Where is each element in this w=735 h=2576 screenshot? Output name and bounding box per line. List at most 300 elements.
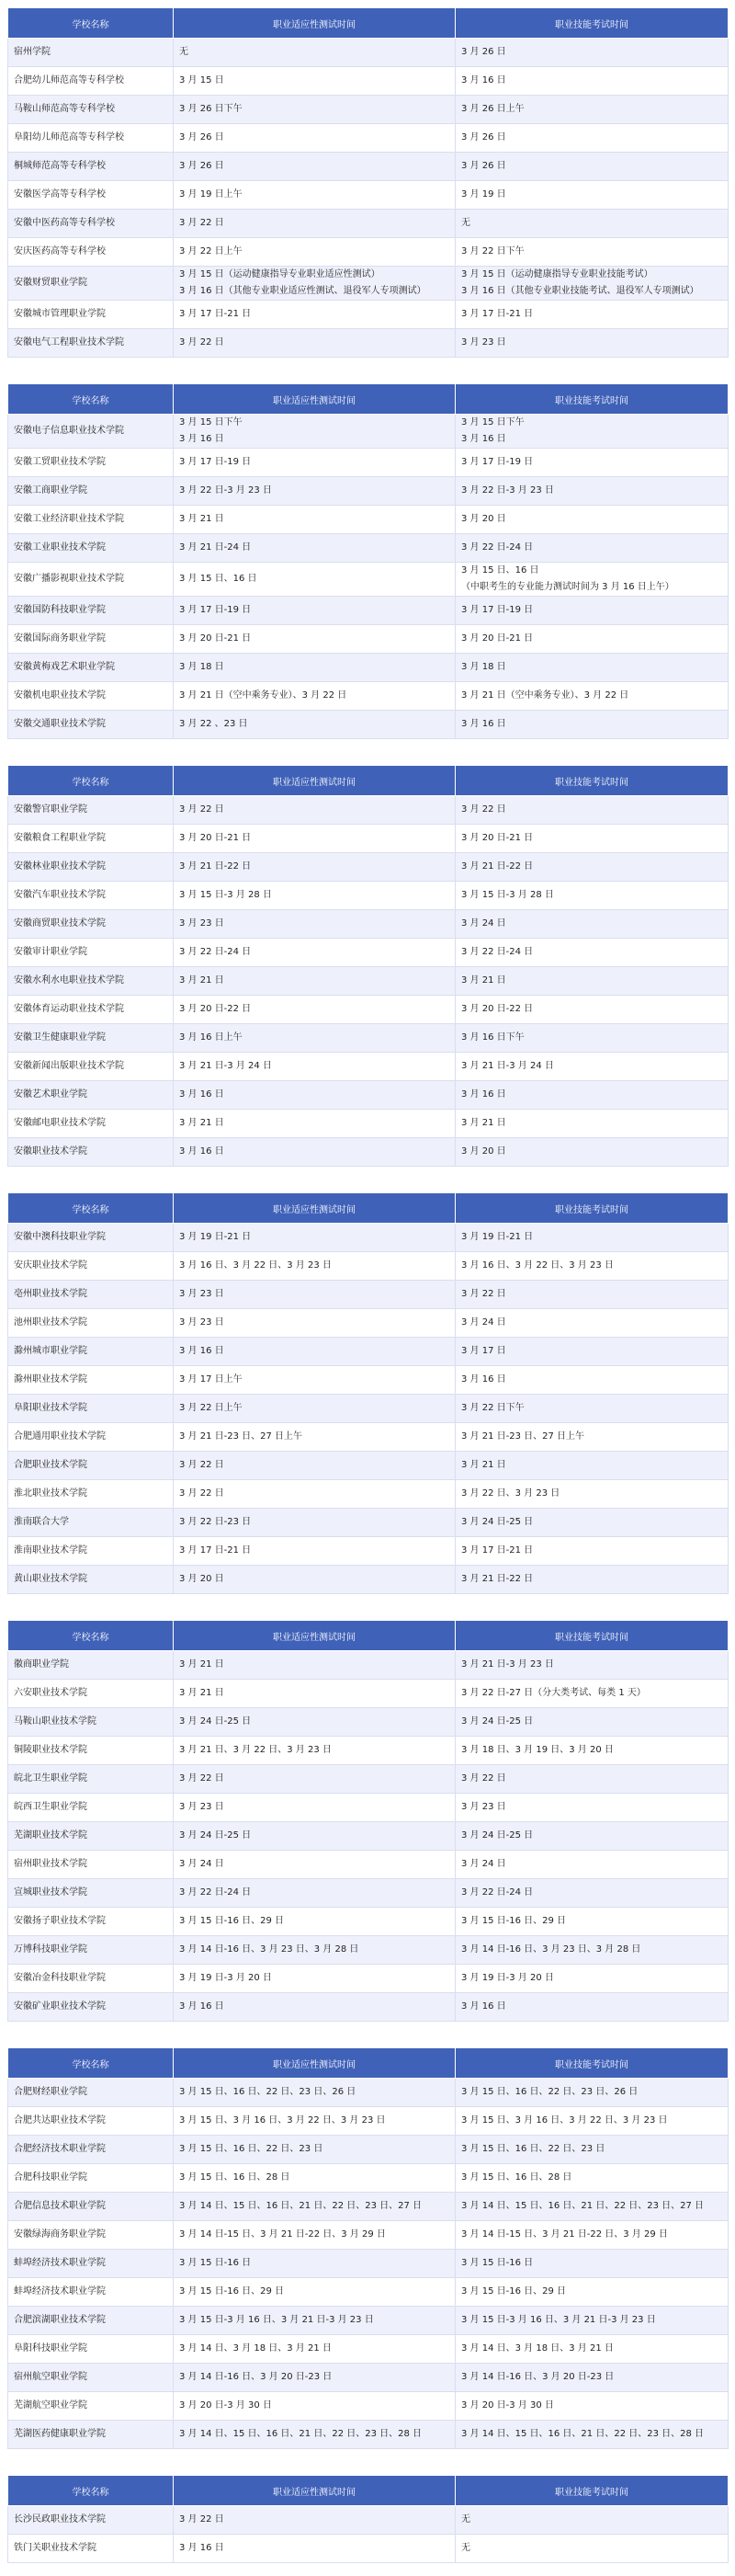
table-row [8, 2221, 729, 2250]
school-name-cell: 安徽电气工程职业技术学院 [8, 329, 174, 358]
school-name-cell: 滁州城市职业学院 [8, 1338, 174, 1366]
aptitude-test-time-cell: 3 月 17 日-19 日 [174, 449, 456, 477]
school-name-cell: 万博科技职业学院 [8, 1936, 174, 1965]
school-name-cell: 安徽工贸职业技术学院 [8, 449, 174, 477]
skills-exam-time-cell: 3 月 21 日-23 日、27 日上午 [456, 1423, 729, 1452]
skills-exam-time-cell: 3 月 15 日-3 月 16 日、3 月 21 日-3 月 23 日 [456, 2307, 729, 2335]
table-row [8, 449, 729, 477]
table-row [8, 39, 729, 67]
aptitude-test-time-cell: 3 月 15 日-3 月 28 日 [174, 882, 456, 910]
table-row [8, 1366, 729, 1395]
school-name-cell: 合肥财经职业学院 [8, 2079, 174, 2107]
table-row [8, 1680, 729, 1708]
skills-exam-time-cell: 3 月 22 日下午 [456, 238, 729, 267]
header-aptitude-test-time: 职业适应性测试时间 [174, 1193, 456, 1224]
skills-exam-time-cell: 3 月 18 日 [456, 654, 729, 682]
skills-exam-time-cell: 3 月 19 日-21 日 [456, 1224, 729, 1252]
school-name-cell: 安徽新闻出版职业技术学院 [8, 1053, 174, 1081]
skills-exam-time-cell: 3 月 17 日-21 日 [456, 301, 729, 329]
table-row [8, 1081, 729, 1110]
aptitude-test-time-cell: 3 月 15 日、16 日、28 日 [174, 2164, 456, 2193]
aptitude-test-time-cell: 3 月 15 日-16 日、29 日 [174, 1908, 456, 1936]
skills-exam-time-cell: 3 月 21 日（空中乘务专业）、3 月 22 日 [456, 682, 729, 711]
table-row [8, 67, 729, 96]
skills-exam-time-cell: 3 月 16 日 [456, 67, 729, 96]
school-name-cell: 亳州职业技术学院 [8, 1281, 174, 1309]
skills-exam-time-cell: 3 月 22 日-24 日 [456, 534, 729, 563]
header-skills-exam-time: 职业技能考试时间 [456, 766, 729, 796]
skills-exam-time-cell: 3 月 26 日 [456, 124, 729, 153]
school-name-cell: 马鞍山职业技术学院 [8, 1708, 174, 1737]
aptitude-test-time-cell: 3 月 22 、23 日 [174, 711, 456, 739]
skills-exam-time-cell: 3 月 15 日、16 日、28 日 [456, 2164, 729, 2193]
school-name-cell: 安徽粮食工程职业学院 [8, 825, 174, 853]
table-header-row [8, 2048, 729, 2079]
schedule-table [7, 2047, 729, 2449]
skills-exam-time-cell: 3 月 21 日-3 月 24 日 [456, 1053, 729, 1081]
school-name-cell: 安徽财贸职业学院 [8, 267, 174, 301]
table-row [8, 181, 729, 210]
skills-exam-time-cell: 3 月 22 日-3 月 23 日 [456, 477, 729, 506]
skills-exam-time-cell: 3 月 22 日 [456, 796, 729, 825]
table-row [8, 2164, 729, 2193]
aptitude-test-time-cell: 3 月 26 日下午 [174, 96, 456, 124]
aptitude-test-time-cell: 3 月 21 日-23 日、27 日上午 [174, 1423, 456, 1452]
skills-exam-time-cell: 3 月 24 日-25 日 [456, 1822, 729, 1851]
skills-exam-time-cell: 3 月 26 日 [456, 153, 729, 181]
skills-exam-time-cell: 3 月 14 日-15 日、3 月 21 日-22 日、3 月 29 日 [456, 2221, 729, 2250]
aptitude-test-time-cell: 3 月 20 日 [174, 1566, 456, 1594]
school-name-cell: 合肥科技职业学院 [8, 2164, 174, 2193]
table-row [8, 1423, 729, 1452]
skills-exam-time-cell: 3 月 14 日、15 日、16 日、21 日、22 日、23 日、28 日 [456, 2421, 729, 2449]
aptitude-test-time-cell: 3 月 20 日-21 日 [174, 825, 456, 853]
time-line: 3 月 16 日 [179, 434, 224, 444]
aptitude-test-time-cell: 3 月 21 日、3 月 22 日、3 月 23 日 [174, 1737, 456, 1765]
skills-exam-time-cell: 3 月 18 日、3 月 19 日、3 月 20 日 [456, 1737, 729, 1765]
table-row [8, 1794, 729, 1822]
table-row [8, 2250, 729, 2278]
school-name-cell: 合肥幼儿师范高等专科学校 [8, 67, 174, 96]
school-name-cell: 安徽职业技术学院 [8, 1138, 174, 1167]
aptitude-test-time-cell [174, 267, 456, 301]
school-name-cell: 合肥经济技术职业学院 [8, 2136, 174, 2164]
school-name-cell: 安徽黄梅戏艺术职业学院 [8, 654, 174, 682]
header-school-name: 学校名称 [8, 8, 174, 39]
table-row [8, 477, 729, 506]
aptitude-test-time-cell: 3 月 21 日-22 日 [174, 853, 456, 882]
school-name-cell: 安徽艺术职业学院 [8, 1081, 174, 1110]
aptitude-test-time-cell: 3 月 23 日 [174, 910, 456, 939]
school-name-cell: 合肥共达职业技术学院 [8, 2107, 174, 2136]
school-name-cell: 马鞍山师范高等专科学校 [8, 96, 174, 124]
aptitude-test-time-cell: 3 月 15 日、16 日、22 日、23 日、26 日 [174, 2079, 456, 2107]
table-row [8, 910, 729, 939]
skills-exam-time-cell: 3 月 15 日-16 日 [456, 2250, 729, 2278]
table-row [8, 96, 729, 124]
skills-exam-time-cell: 3 月 20 日-21 日 [456, 625, 729, 654]
schedule-table [7, 2475, 729, 2563]
aptitude-test-time-cell: 3 月 14 日、15 日、16 日、21 日、22 日、23 日、28 日 [174, 2421, 456, 2449]
table-row [8, 267, 729, 301]
aptitude-test-time-cell: 3 月 24 日 [174, 1851, 456, 1879]
aptitude-test-time-cell: 3 月 16 日 [174, 1081, 456, 1110]
school-name-cell: 徽商职业学院 [8, 1651, 174, 1680]
time-line: 3 月 15 日（运动健康指导专业职业技能考试） [461, 269, 653, 279]
school-name-cell: 阜阳科技职业学院 [8, 2335, 174, 2364]
table-row [8, 2392, 729, 2421]
table-header-row [8, 1621, 729, 1651]
schedule-table [7, 1192, 729, 1594]
aptitude-test-time-cell: 3 月 17 日-19 日 [174, 597, 456, 625]
time-line: （中职考生的专业能力测试时间为 3 月 16 日上午） [461, 582, 674, 592]
aptitude-test-time-cell: 3 月 14 日-15 日、3 月 21 日-22 日、3 月 29 日 [174, 2221, 456, 2250]
aptitude-test-time-cell: 3 月 19 日-3 月 20 日 [174, 1965, 456, 1993]
table-row [8, 1053, 729, 1081]
time-line: 3 月 15 日下午 [179, 417, 243, 427]
table-row [8, 1537, 729, 1566]
table-header-row [8, 766, 729, 796]
skills-exam-time-cell: 3 月 20 日 [456, 506, 729, 534]
header-school-name: 学校名称 [8, 1193, 174, 1224]
school-name-cell: 安徽卫生健康职业学院 [8, 1024, 174, 1053]
aptitude-test-time-cell: 3 月 22 日-24 日 [174, 939, 456, 967]
school-name-cell: 皖西卫生职业学院 [8, 1794, 174, 1822]
aptitude-test-time-cell: 3 月 23 日 [174, 1281, 456, 1309]
skills-exam-time-cell: 3 月 17 日-19 日 [456, 449, 729, 477]
aptitude-test-time-cell: 3 月 24 日-25 日 [174, 1708, 456, 1737]
school-name-cell: 合肥信息技术职业学院 [8, 2193, 174, 2221]
table-row [8, 2535, 729, 2563]
table-row [8, 1908, 729, 1936]
aptitude-test-time-cell: 无 [174, 39, 456, 67]
schedule-table [7, 7, 729, 358]
school-name-cell: 芜湖航空职业学院 [8, 2392, 174, 2421]
aptitude-test-time-cell: 3 月 15 日、3 月 16 日、3 月 22 日、3 月 23 日 [174, 2107, 456, 2136]
header-aptitude-test-time: 职业适应性测试时间 [174, 766, 456, 796]
skills-exam-time-cell [456, 563, 729, 597]
school-name-cell: 铜陵职业技术学院 [8, 1737, 174, 1765]
school-name-cell: 滁州职业技术学院 [8, 1366, 174, 1395]
school-name-cell: 安庆医药高等专科学校 [8, 238, 174, 267]
table-row [8, 1737, 729, 1765]
aptitude-test-time-cell: 3 月 16 日 [174, 1338, 456, 1366]
skills-exam-time-cell: 3 月 16 日 [456, 1081, 729, 1110]
table-row [8, 2107, 729, 2136]
school-name-cell: 桐城师范高等专科学校 [8, 153, 174, 181]
table-row [8, 996, 729, 1024]
table-header-row [8, 384, 729, 415]
table-row [8, 1309, 729, 1338]
skills-exam-time-cell: 3 月 14 日-16 日、3 月 20 日-23 日 [456, 2364, 729, 2392]
aptitude-test-time-cell: 3 月 26 日 [174, 153, 456, 181]
table-row [8, 1936, 729, 1965]
school-name-cell: 安徽冶金科技职业学院 [8, 1965, 174, 1993]
table-row [8, 2136, 729, 2164]
aptitude-test-time-cell: 3 月 24 日-25 日 [174, 1822, 456, 1851]
skills-exam-time-cell: 3 月 19 日 [456, 181, 729, 210]
aptitude-test-time-cell: 3 月 17 日-21 日 [174, 1537, 456, 1566]
aptitude-test-time-cell: 3 月 22 日 [174, 796, 456, 825]
skills-exam-time-cell: 3 月 17 日-21 日 [456, 1537, 729, 1566]
school-name-cell: 合肥通用职业技术学院 [8, 1423, 174, 1452]
aptitude-test-time-cell: 3 月 17 日-21 日 [174, 301, 456, 329]
school-name-cell: 宿州职业技术学院 [8, 1851, 174, 1879]
aptitude-test-time-cell: 3 月 14 日-16 日、3 月 20 日-23 日 [174, 2364, 456, 2392]
aptitude-test-time-cell: 3 月 16 日、3 月 22 日、3 月 23 日 [174, 1252, 456, 1281]
table-header-row [8, 1193, 729, 1224]
skills-exam-time-cell: 3 月 22 日-24 日 [456, 1879, 729, 1908]
aptitude-test-time-cell: 3 月 23 日 [174, 1309, 456, 1338]
skills-exam-time-cell: 3 月 24 日 [456, 1851, 729, 1879]
table-row [8, 2335, 729, 2364]
time-line: 3 月 15 日下午 [461, 417, 525, 427]
table-row [8, 301, 729, 329]
school-name-cell: 安徽广播影视职业技术学院 [8, 563, 174, 597]
aptitude-test-time-cell: 3 月 22 日-3 月 23 日 [174, 477, 456, 506]
time-line: 3 月 16 日 [461, 434, 506, 444]
school-name-cell: 芜湖职业技术学院 [8, 1822, 174, 1851]
aptitude-test-time-cell: 3 月 22 日 [174, 1452, 456, 1480]
school-name-cell: 淮南联合大学 [8, 1509, 174, 1537]
table-row [8, 1110, 729, 1138]
table-row [8, 1651, 729, 1680]
table-row [8, 654, 729, 682]
school-name-cell: 六安职业技术学院 [8, 1680, 174, 1708]
skills-exam-time-cell: 3 月 23 日 [456, 329, 729, 358]
skills-exam-time-cell: 3 月 14 日、15 日、16 日、21 日、22 日、23 日、27 日 [456, 2193, 729, 2221]
school-name-cell: 安徽审计职业学院 [8, 939, 174, 967]
table-row [8, 2193, 729, 2221]
table-row [8, 534, 729, 563]
skills-exam-time-cell: 3 月 21 日 [456, 967, 729, 996]
table-row [8, 1138, 729, 1167]
aptitude-test-time-cell: 3 月 20 日-22 日 [174, 996, 456, 1024]
table-row [8, 563, 729, 597]
aptitude-test-time-cell: 3 月 22 日 [174, 2506, 456, 2535]
skills-exam-time-cell: 3 月 14 日-16 日、3 月 23 日、3 月 28 日 [456, 1936, 729, 1965]
aptitude-test-time-cell: 3 月 23 日 [174, 1794, 456, 1822]
aptitude-test-time-cell: 3 月 15 日-16 日、29 日 [174, 2278, 456, 2307]
table-row [8, 1708, 729, 1737]
aptitude-test-time-cell: 3 月 21 日 [174, 506, 456, 534]
aptitude-test-time-cell: 3 月 19 日上午 [174, 181, 456, 210]
aptitude-test-time-cell: 3 月 21 日 [174, 1680, 456, 1708]
table-row [8, 1480, 729, 1509]
table-row [8, 1452, 729, 1480]
table-row [8, 625, 729, 654]
skills-exam-time-cell: 3 月 17 日 [456, 1338, 729, 1366]
header-aptitude-test-time: 职业适应性测试时间 [174, 2048, 456, 2079]
table-row [8, 1765, 729, 1794]
school-name-cell: 安徽交通职业技术学院 [8, 711, 174, 739]
aptitude-test-time-cell: 3 月 16 日 [174, 1993, 456, 2022]
skills-exam-time-cell: 3 月 17 日-19 日 [456, 597, 729, 625]
table-row [8, 238, 729, 267]
school-name-cell: 安徽汽车职业技术学院 [8, 882, 174, 910]
school-name-cell: 安徽中医药高等专科学校 [8, 210, 174, 238]
table-row [8, 1879, 729, 1908]
school-name-cell: 芜湖医药健康职业学院 [8, 2421, 174, 2449]
skills-exam-time-cell: 3 月 15 日、16 日、22 日、23 日、26 日 [456, 2079, 729, 2107]
school-name-cell: 淮南职业技术学院 [8, 1537, 174, 1566]
table-header-row [8, 2476, 729, 2506]
table-row [8, 329, 729, 358]
table-row [8, 1024, 729, 1053]
school-name-cell: 安徽中澳科技职业学院 [8, 1224, 174, 1252]
admissions-schedule [7, 0, 728, 2563]
skills-exam-time-cell: 3 月 22 日-24 日 [456, 939, 729, 967]
aptitude-test-time-cell: 3 月 16 日上午 [174, 1024, 456, 1053]
school-name-cell: 安徽医学高等专科学校 [8, 181, 174, 210]
aptitude-test-time-cell: 3 月 15 日、16 日、22 日、23 日 [174, 2136, 456, 2164]
school-name-cell: 安徽矿业职业技术学院 [8, 1993, 174, 2022]
aptitude-test-time-cell: 3 月 15 日-16 日 [174, 2250, 456, 2278]
table-row [8, 1338, 729, 1366]
aptitude-test-time-cell: 3 月 22 日上午 [174, 1395, 456, 1423]
aptitude-test-time-cell: 3 月 14 日、3 月 18 日、3 月 21 日 [174, 2335, 456, 2364]
school-name-cell: 宿州航空职业学院 [8, 2364, 174, 2392]
school-name-cell: 安徽电子信息职业技术学院 [8, 415, 174, 449]
school-name-cell: 池州职业技术学院 [8, 1309, 174, 1338]
school-name-cell: 安徽林业职业技术学院 [8, 853, 174, 882]
skills-exam-time-cell: 3 月 21 日-22 日 [456, 853, 729, 882]
aptitude-test-time-cell: 3 月 20 日-21 日 [174, 625, 456, 654]
aptitude-test-time-cell: 3 月 21 日 [174, 967, 456, 996]
school-name-cell: 安徽邮电职业技术学院 [8, 1110, 174, 1138]
header-school-name: 学校名称 [8, 384, 174, 415]
table-row [8, 415, 729, 449]
aptitude-test-time-cell: 3 月 17 日上午 [174, 1366, 456, 1395]
aptitude-test-time-cell: 3 月 22 日上午 [174, 238, 456, 267]
table-row [8, 853, 729, 882]
table-row [8, 153, 729, 181]
table-row [8, 2421, 729, 2449]
table-row [8, 2278, 729, 2307]
skills-exam-time-cell: 3 月 15 日-3 月 28 日 [456, 882, 729, 910]
table-row [8, 597, 729, 625]
table-row [8, 1965, 729, 1993]
aptitude-test-time-cell: 3 月 21 日 [174, 1110, 456, 1138]
aptitude-test-time-cell: 3 月 22 日 [174, 329, 456, 358]
table-row [8, 1224, 729, 1252]
table-row [8, 1281, 729, 1309]
aptitude-test-time-cell: 3 月 22 日 [174, 1480, 456, 1509]
skills-exam-time-cell: 无 [456, 2535, 729, 2563]
header-skills-exam-time: 职业技能考试时间 [456, 2048, 729, 2079]
time-line: 3 月 16 日（其他专业职业技能考试、退役军人专项测试） [461, 286, 699, 296]
header-skills-exam-time: 职业技能考试时间 [456, 1621, 729, 1651]
skills-exam-time-cell: 3 月 21 日 [456, 1452, 729, 1480]
aptitude-test-time-cell: 3 月 16 日 [174, 2535, 456, 2563]
school-name-cell: 铁门关职业技术学院 [8, 2535, 174, 2563]
school-name-cell: 安徽扬子职业技术学院 [8, 1908, 174, 1936]
header-skills-exam-time: 职业技能考试时间 [456, 2476, 729, 2506]
table-row [8, 2506, 729, 2535]
skills-exam-time-cell: 无 [456, 210, 729, 238]
time-line: 3 月 15 日（运动健康指导专业职业适应性测试） [179, 269, 380, 279]
skills-exam-time-cell: 3 月 15 日、16 日、22 日、23 日 [456, 2136, 729, 2164]
header-skills-exam-time: 职业技能考试时间 [456, 384, 729, 415]
header-aptitude-test-time: 职业适应性测试时间 [174, 1621, 456, 1651]
table-row [8, 1395, 729, 1423]
aptitude-test-time-cell: 3 月 22 日-23 日 [174, 1509, 456, 1537]
school-name-cell: 安徽商贸职业技术学院 [8, 910, 174, 939]
school-name-cell: 宣城职业技术学院 [8, 1879, 174, 1908]
skills-exam-time-cell: 3 月 21 日-3 月 23 日 [456, 1651, 729, 1680]
skills-exam-time-cell: 3 月 16 日下午 [456, 1024, 729, 1053]
header-school-name: 学校名称 [8, 2048, 174, 2079]
table-row [8, 2307, 729, 2335]
skills-exam-time-cell: 3 月 22 日-27 日（分大类考试、每类 1 天） [456, 1680, 729, 1708]
table-row [8, 2364, 729, 2392]
skills-exam-time-cell: 3 月 16 日 [456, 1366, 729, 1395]
table-row [8, 1566, 729, 1594]
school-name-cell: 安徽城市管理职业学院 [8, 301, 174, 329]
school-name-cell: 安徽工业职业技术学院 [8, 534, 174, 563]
schedule-table [7, 1620, 729, 2022]
school-name-cell: 蚌埠经济技术职业学院 [8, 2250, 174, 2278]
school-name-cell: 合肥职业技术学院 [8, 1452, 174, 1480]
header-school-name: 学校名称 [8, 766, 174, 796]
schedule-table [7, 765, 729, 1167]
table-row [8, 1509, 729, 1537]
skills-exam-time-cell: 3 月 22 日 [456, 1765, 729, 1794]
school-name-cell: 合肥滨湖职业技术学院 [8, 2307, 174, 2335]
skills-exam-time-cell: 3 月 20 日 [456, 1138, 729, 1167]
school-name-cell: 安徽国防科技职业学院 [8, 597, 174, 625]
aptitude-test-time-cell: 3 月 21 日 [174, 1651, 456, 1680]
skills-exam-time-cell: 3 月 14 日、3 月 18 日、3 月 21 日 [456, 2335, 729, 2364]
aptitude-test-time-cell: 3 月 19 日-21 日 [174, 1224, 456, 1252]
school-name-cell: 宿州学院 [8, 39, 174, 67]
table-row [8, 1993, 729, 2022]
header-aptitude-test-time: 职业适应性测试时间 [174, 8, 456, 39]
aptitude-test-time-cell: 3 月 21 日-3 月 24 日 [174, 1053, 456, 1081]
skills-exam-time-cell: 3 月 16 日 [456, 711, 729, 739]
school-name-cell: 黄山职业技术学院 [8, 1566, 174, 1594]
time-line: 3 月 15 日、16 日 [461, 565, 539, 576]
school-name-cell: 安徽工业经济职业技术学院 [8, 506, 174, 534]
skills-exam-time-cell: 3 月 24 日-25 日 [456, 1708, 729, 1737]
aptitude-test-time-cell: 3 月 16 日 [174, 1138, 456, 1167]
table-row [8, 1822, 729, 1851]
header-school-name: 学校名称 [8, 2476, 174, 2506]
skills-exam-time-cell: 3 月 26 日 [456, 39, 729, 67]
skills-exam-time-cell: 3 月 26 日上午 [456, 96, 729, 124]
skills-exam-time-cell: 3 月 23 日 [456, 1794, 729, 1822]
aptitude-test-time-cell: 3 月 22 日-24 日 [174, 1879, 456, 1908]
school-name-cell: 安庆职业技术学院 [8, 1252, 174, 1281]
table-row [8, 939, 729, 967]
school-name-cell: 长沙民政职业技术学院 [8, 2506, 174, 2535]
school-name-cell: 蚌埠经济技术职业学院 [8, 2278, 174, 2307]
aptitude-test-time-cell: 3 月 15 日、16 日 [174, 563, 456, 597]
skills-exam-time-cell: 3 月 20 日-21 日 [456, 825, 729, 853]
table-row [8, 210, 729, 238]
school-name-cell: 阜阳幼儿师范高等专科学校 [8, 124, 174, 153]
school-name-cell: 安徽水利水电职业技术学院 [8, 967, 174, 996]
school-name-cell: 安徽绿海商务职业学院 [8, 2221, 174, 2250]
header-skills-exam-time: 职业技能考试时间 [456, 1193, 729, 1224]
skills-exam-time-cell: 3 月 21 日 [456, 1110, 729, 1138]
school-name-cell: 淮北职业技术学院 [8, 1480, 174, 1509]
school-name-cell: 安徽警官职业学院 [8, 796, 174, 825]
skills-exam-time-cell: 3 月 16 日 [456, 1993, 729, 2022]
skills-exam-time-cell: 无 [456, 2506, 729, 2535]
school-name-cell: 安徽国际商务职业学院 [8, 625, 174, 654]
table-row [8, 124, 729, 153]
